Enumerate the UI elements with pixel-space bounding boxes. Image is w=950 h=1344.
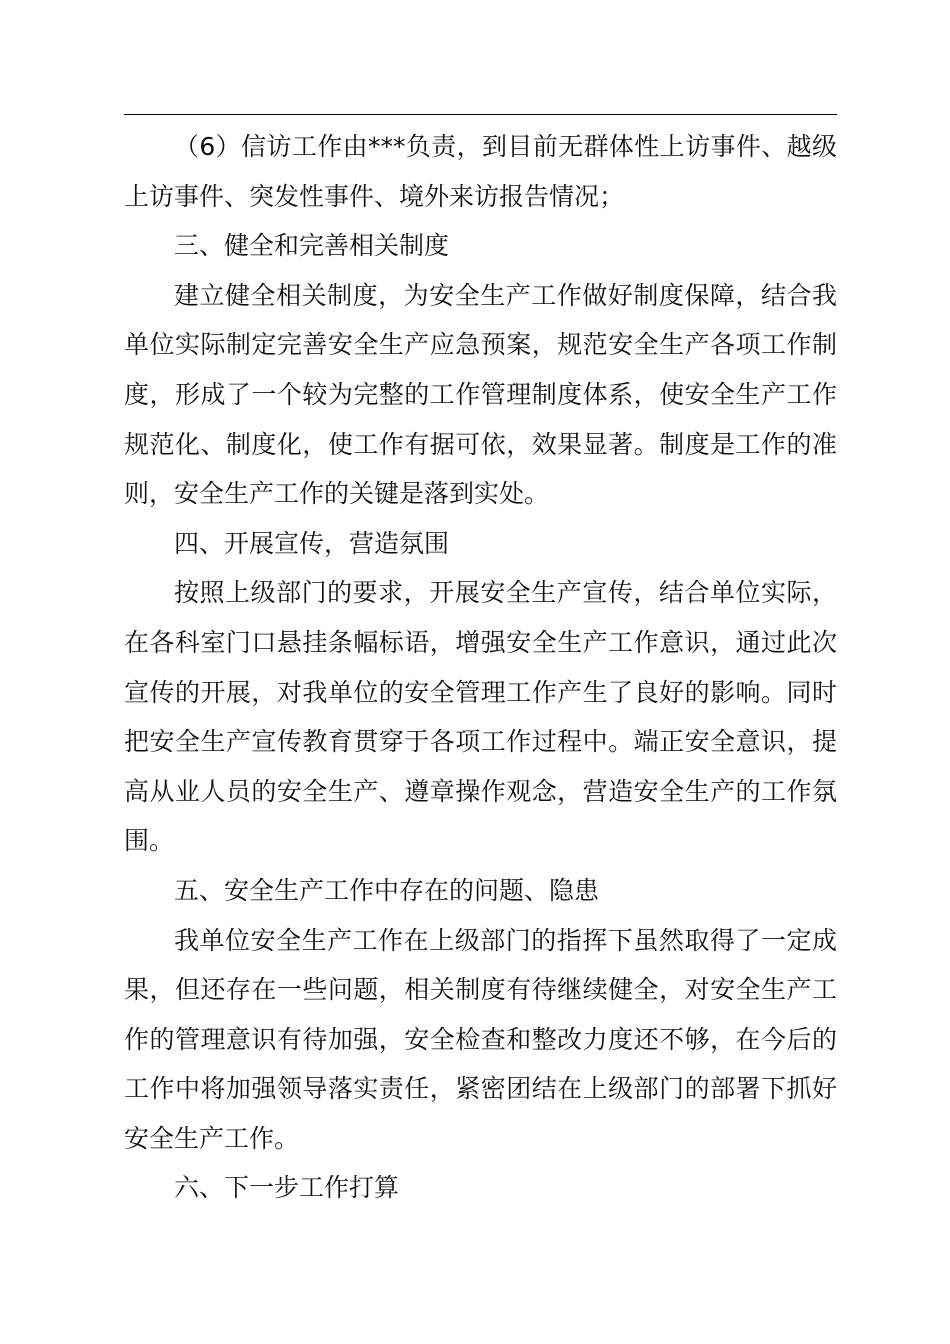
text-line: 把安全生产宣传教育贯穿于各项工作过程中。端正安全意识，提 [124,727,837,757]
text-line: 规范化、制度化，使工作有据可依，效果显著。制度是工作的准 [124,429,837,459]
text-line: 度，形成了一个较为完整的工作管理制度体系，使安全生产工作 [124,379,837,409]
text-line: 我单位安全生产工作在上级部门的指挥下虽然取得了一定成 [174,925,837,955]
section-heading: 四、开展宣传，营造氛围 [174,528,450,558]
section-heading-4 [124,519,837,569]
text-line: 则，安全生产工作的关键是落到实处。 [124,479,550,509]
section-heading-5 [124,866,837,916]
header-rule [124,114,837,115]
text-line: 宣传的开展，对我单位的安全管理工作产生了良好的影响。同时 [124,677,837,707]
text-line: 果，但还存在一些问题，相关制度有待继续健全，对安全生产工 [124,975,837,1005]
text-line: 单位实际制定完善安全生产应急预案，规范安全生产各项工作制 [124,330,837,360]
section-heading: 三、健全和完善相关制度 [174,231,450,261]
text-line: 工作中将加强领导落实责任，紧密团结在上级部门的部署下抓好 [124,1074,837,1104]
text-line: 高从业人员的安全生产、遵章操作观念，营造安全生产的工作氛 [124,776,837,806]
text-line: 作的管理意识有待加强，安全检查和整改力度还不够，在今后的 [124,1024,837,1054]
text-line: 建立健全相关制度，为安全生产工作做好制度保障，结合我 [174,280,837,310]
paragraph-publicity [124,568,837,866]
section-heading: 六、下一步工作打算 [174,1173,400,1203]
document-body [124,122,837,1213]
text-line: 围。 [124,826,175,856]
section-heading: 五、安全生产工作中存在的问题、隐患 [174,875,600,905]
text-line: （6）信访工作由***负责，到目前无群体性上访事件、越级 [174,132,837,161]
section-heading-3 [124,221,837,271]
paragraph-petition-work [124,122,837,221]
paragraph-regulations [124,271,837,519]
text-line: 按照上级部门的要求，开展安全生产宣传，结合单位实际， [174,578,837,608]
text-line: 在各科室门口悬挂条幅标语，增强安全生产工作意识，通过此次 [124,627,837,657]
paragraph-problems [124,916,837,1164]
text-line: 上访事件、突发性事件、境外来访报告情况； [124,181,625,211]
text-line: 安全生产工作。 [124,1123,300,1153]
section-heading-6 [124,1163,837,1213]
